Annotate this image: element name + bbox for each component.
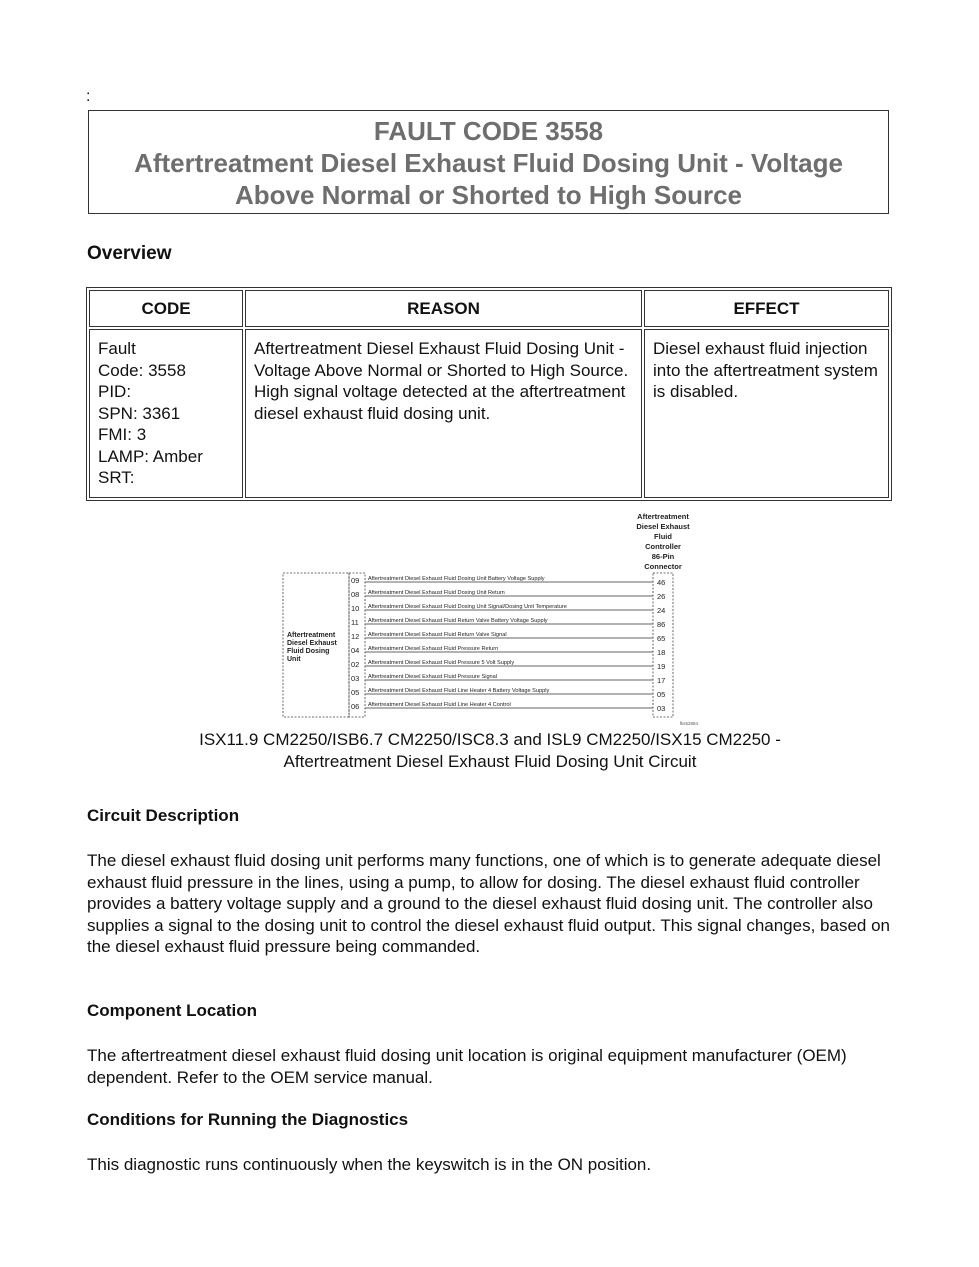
overview-heading: Overview: [87, 243, 172, 264]
controller-pin-label: 26: [657, 592, 666, 601]
fault-description-line2: Above Normal or Shorted to High Source: [234, 180, 743, 210]
wire-name-label: Aftertreatment Diesel Exhaust Fluid Pressure Signal: [368, 674, 498, 680]
overview-table: [86, 287, 892, 501]
controller-label-line: Aftertreatment: [637, 512, 689, 521]
fault-code-title: FAULT CODE 3558: [373, 116, 604, 146]
code-line: Fault: [98, 339, 136, 358]
code-line: LAMP: Amber: [98, 446, 203, 466]
unit-pin-label: 06: [351, 702, 360, 711]
wire-name-label: Aftertreatment Diesel Exhaust Fluid Return Valve Signal: [368, 632, 507, 638]
code-line: Code: 3558: [98, 360, 186, 380]
controller-pin-label: 86: [657, 620, 666, 629]
header-reason: REASON: [245, 290, 642, 327]
unit-pin-label: 09: [351, 576, 360, 585]
code-cell: [89, 329, 243, 498]
caption-line1: ISX11.9 CM2250/ISB6.7 CM2250/ISC8.3 and ISL9 CM2250/ISX15 CM2250 -: [199, 730, 781, 749]
fault-description-line1: Aftertreatment Diesel Exhaust Fluid Dosing Unit - Voltage: [134, 148, 843, 178]
unit-pin-label: 02: [351, 660, 360, 669]
component-location-heading: Component Location: [87, 1001, 257, 1020]
conditions-heading: Conditions for Running the Diagnostics: [87, 1110, 409, 1129]
wire-name-label: Aftertreatment Diesel Exhaust Fluid Line Heater 4 Control: [368, 702, 511, 708]
diagram-caption: [120, 729, 860, 773]
page-colon: :: [86, 88, 91, 105]
unit-pin-label: 04: [351, 646, 360, 655]
header-code: CODE: [89, 290, 243, 327]
conditions-text: This diagnostic runs continuously when the keyswitch is in the ON position.: [87, 1155, 652, 1174]
unit-pin-label: 11: [351, 618, 359, 627]
unit-pin-label: 10: [351, 604, 360, 613]
wire-name-label: Aftertreatment Diesel Exhaust Fluid Pressure 5 Volt Supply: [368, 660, 515, 666]
unit-pin-label: 12: [351, 632, 360, 641]
header-effect: EFFECT: [644, 290, 889, 327]
controller-pin-label: 03: [657, 704, 666, 713]
controller-label-line: Connector: [644, 562, 682, 571]
code-line: PID:: [98, 382, 132, 401]
wire-name-label: Aftertreatment Diesel Exhaust Fluid Line Heater 4 Battery Voltage Supply: [368, 688, 550, 694]
controller-pin-label: 18: [657, 648, 666, 657]
controller-label-line: Diesel Exhaust: [636, 522, 690, 531]
controller-label-line: Fluid: [654, 532, 672, 541]
fault-title-box: [88, 110, 889, 214]
controller-pin-label: 46: [657, 578, 666, 587]
wire-name-label: Aftertreatment Diesel Exhaust Fluid Dosing Unit Signal/Dosing Unit Temperature: [368, 604, 567, 610]
unit-pin-label: 03: [351, 674, 360, 683]
code-line: SPN: 3361: [98, 403, 181, 423]
wire-name-label: Aftertreatment Diesel Exhaust Fluid Pressure Return: [368, 646, 499, 652]
table-row: [89, 329, 889, 498]
reason-cell: Aftertreatment Diesel Exhaust Fluid Dosing Unit - Voltage Above Normal or Shorted to High Source. High signal voltage detected at the aftertreatment diesel exhaust fluid dosing unit.: [245, 329, 642, 498]
controller-pin-label: 05: [657, 690, 666, 699]
unit-pin-label: 05: [351, 688, 360, 697]
unit-label-line: Diesel Exhaust: [287, 640, 337, 647]
caption-line2: Aftertreatment Diesel Exhaust Fluid Dosing Unit Circuit: [283, 752, 697, 771]
unit-label-line: Aftertreatment: [287, 632, 336, 639]
unit-label-line: Unit: [287, 656, 301, 663]
circuit-diagram: [280, 510, 700, 728]
unit-pin-label: 08: [351, 590, 360, 599]
wire-name-label: Aftertreatment Diesel Exhaust Fluid Return Valve Battery Voltage Supply: [368, 618, 548, 624]
component-location-text: The aftertreatment diesel exhaust fluid dosing unit location is original equipment manufacturer (OEM) dependent. Refer to the OEM service manual.: [87, 1046, 847, 1087]
effect-cell: Diesel exhaust fluid injection into the aftertreatment system is disabled.: [644, 329, 889, 498]
wire-name-label: Aftertreatment Diesel Exhaust Fluid Dosing Unit Battery Voltage Supply: [368, 576, 545, 582]
diagram-ref: fks52884: [679, 721, 698, 726]
controller-pin-label: 24: [657, 606, 666, 615]
controller-label-line: Controller: [645, 542, 681, 551]
circuit-description-text: The diesel exhaust fluid dosing unit performs many functions, one of which is to generate adequate diesel exhaust fluid pressure in the lines, using a pump, to allow for dosing. The diesel exhaust fluid controller provides a battery voltage supply and a ground to the diesel exhaust fluid dosing unit. The controller also supplies a signal to the dosing unit to control the diesel exhaust fluid output. This signal changes, based on the diesel exhaust fluid pressure being commanded.: [87, 851, 890, 956]
controller-pin-label: 65: [657, 634, 666, 643]
unit-label-line: Fluid Dosing: [287, 648, 330, 655]
controller-label-line: 86-Pin: [651, 552, 675, 561]
circuit-description-heading: Circuit Description: [87, 806, 240, 825]
code-line: SRT:: [98, 468, 135, 487]
controller-pin-label: 19: [657, 662, 666, 671]
wire-name-label: Aftertreatment Diesel Exhaust Fluid Dosing Unit Return: [368, 590, 505, 596]
controller-pin-label: 17: [657, 676, 666, 685]
table-header-row: [89, 290, 889, 327]
code-line: FMI: 3: [98, 425, 147, 444]
